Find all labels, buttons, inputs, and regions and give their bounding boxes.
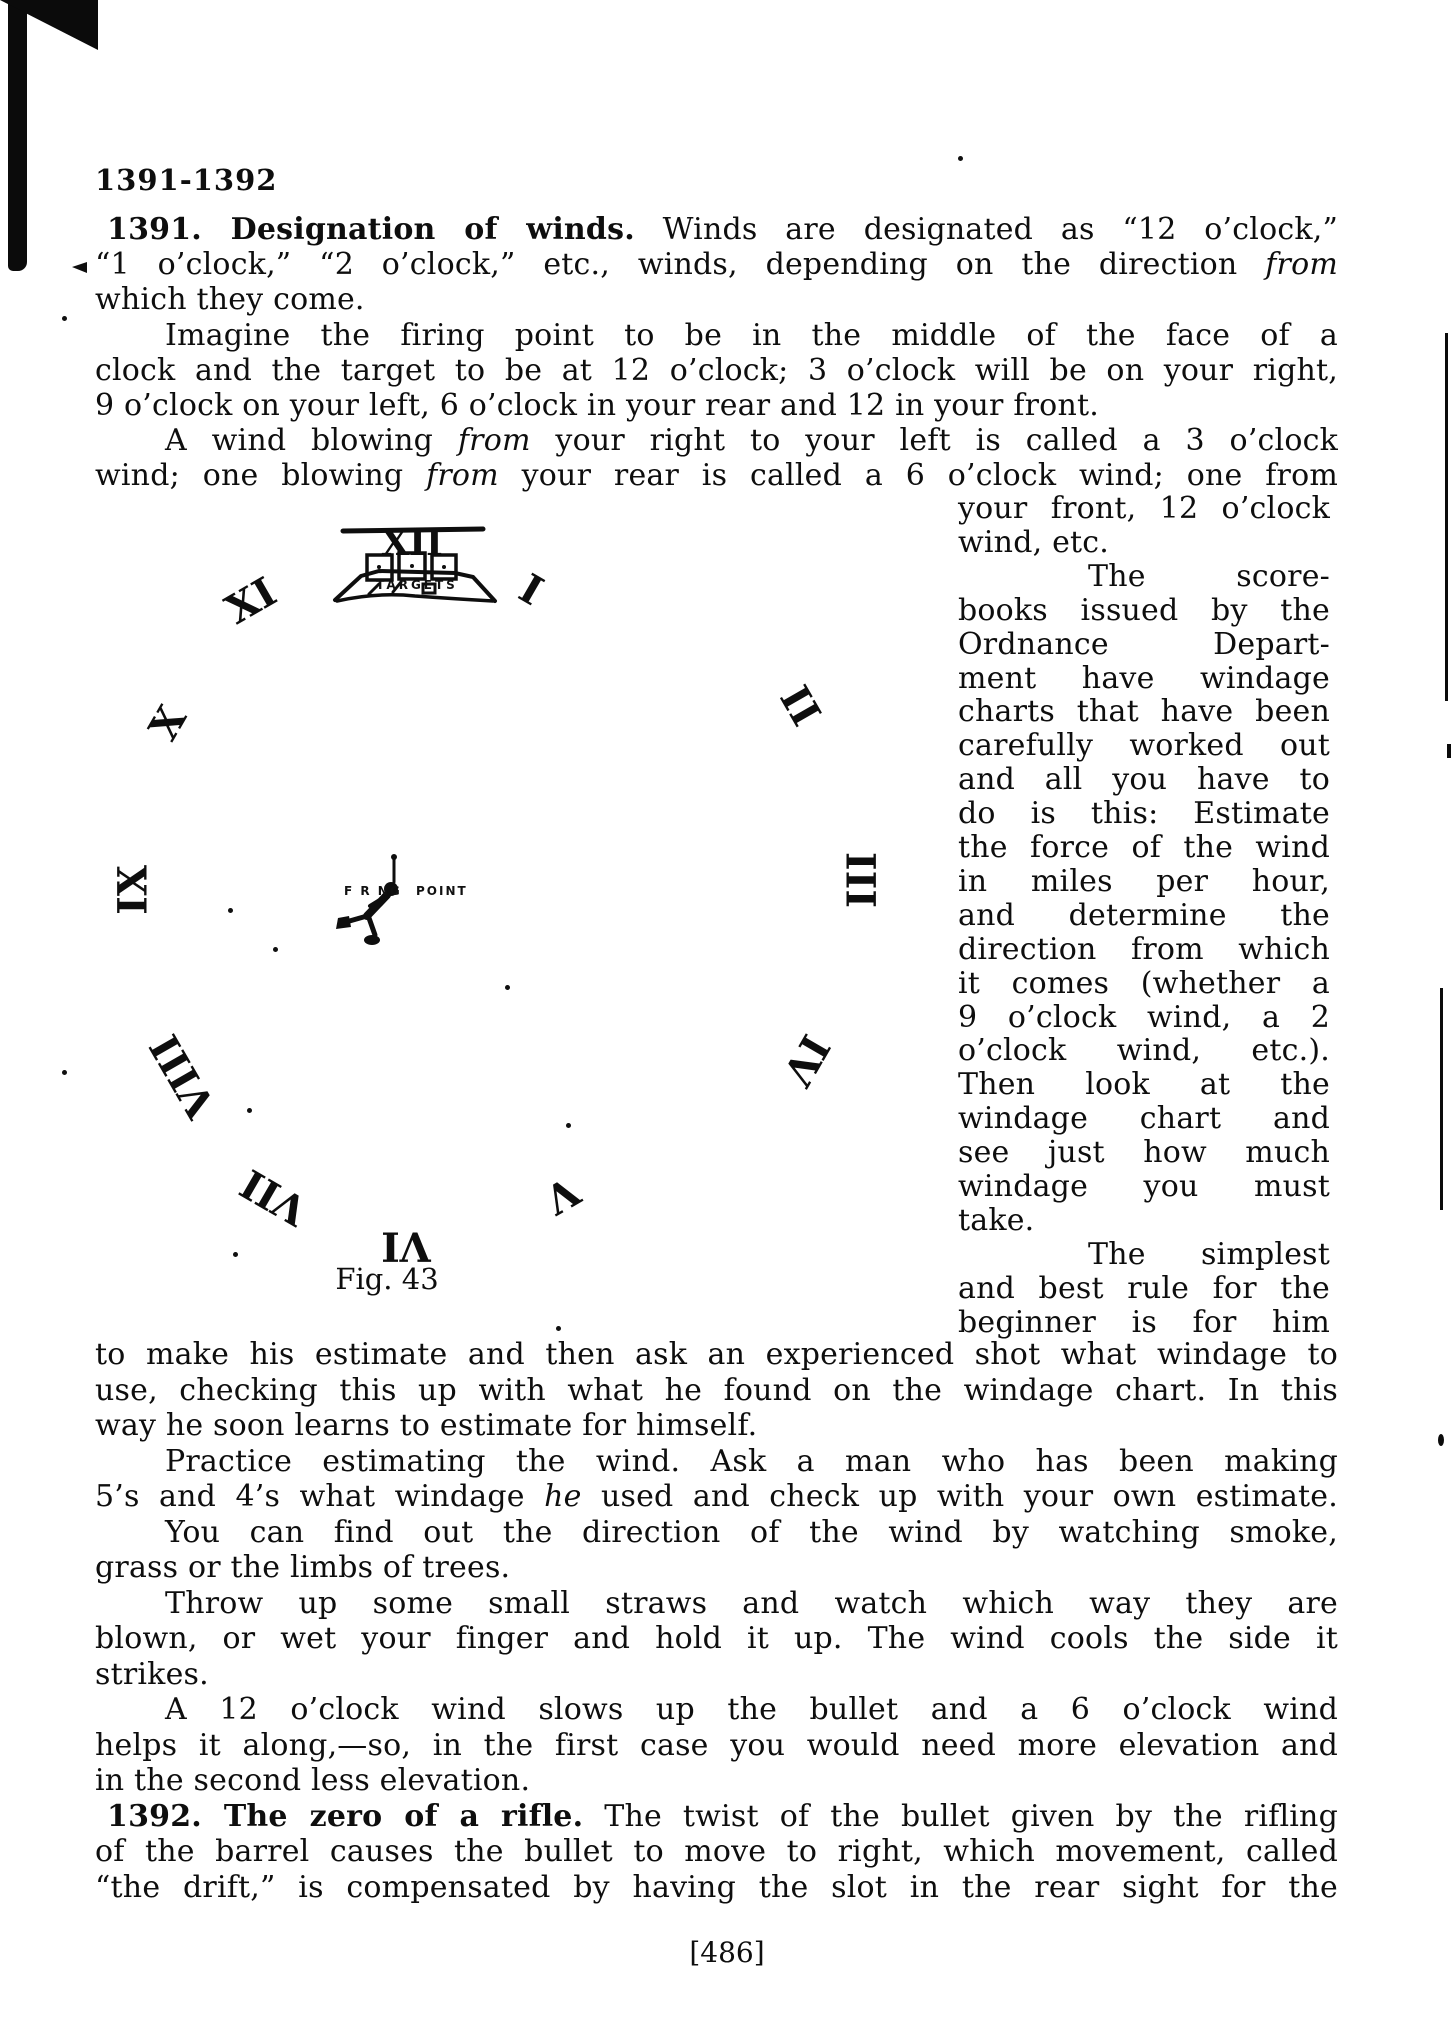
- text-line: clock and the target to be at 12 o’clock; 3 o’clock will be on your right,: [95, 353, 1338, 388]
- text-line: and determine the: [958, 898, 1330, 933]
- text-line: and best rule for the: [958, 1271, 1330, 1306]
- ink-speck: [505, 985, 510, 990]
- ink-speck: [247, 1108, 252, 1113]
- text-line: 9 o’clock on your left, 6 o’clock in your rear and 12 in your front.: [95, 388, 1099, 423]
- text-line: of the barrel causes the bullet to move to right, which movement, called: [95, 1834, 1338, 1869]
- text-line: which they come.: [95, 282, 365, 317]
- text-line: “the drift,” is compensated by having the slot in the rear sight for the: [95, 1870, 1338, 1905]
- text-line: carefully worked out: [958, 728, 1330, 763]
- text-line: wind, etc.: [958, 525, 1110, 560]
- text-line: strikes.: [95, 1657, 209, 1692]
- text-line: o’clock wind, etc.).: [958, 1033, 1330, 1068]
- text-line: direction from which: [958, 932, 1330, 967]
- text-line: A wind blowing from your right to your left is called a 3 o’clock: [165, 423, 1338, 458]
- text-line: take.: [958, 1203, 1035, 1238]
- text-line: 5’s and 4’s what windage he used and check up with your own estimate.: [95, 1479, 1338, 1514]
- clock-numeral-ix: IX: [109, 865, 157, 915]
- clock-numeral-vi: VI: [381, 1222, 431, 1270]
- text-line: windage chart and: [958, 1101, 1330, 1136]
- text-line: in the second less elevation.: [95, 1763, 531, 1798]
- text-line: way he soon learns to estimate for himself.: [95, 1408, 758, 1443]
- text-line: the force of the wind: [958, 830, 1330, 865]
- text-line: You can find out the direction of the wind by watching smoke,: [165, 1515, 1338, 1550]
- clock-numeral-vii: VII: [232, 1159, 316, 1235]
- ink-speck: [62, 1070, 67, 1075]
- text-line: helps it along,—so, in the first case you would need more elevation and: [95, 1728, 1338, 1763]
- scan-artifact-edge-tick: [1438, 1434, 1444, 1446]
- text-line: beginner is for him: [958, 1305, 1330, 1340]
- text-line: Imagine the firing point to be in the middle of the face of a: [165, 318, 1338, 353]
- targets-label: TARGETS: [376, 578, 458, 592]
- clock-numeral-iv: IV: [773, 1026, 839, 1094]
- text-line: your front, 12 o’clock: [958, 491, 1330, 526]
- clock-numeral-xii: XII: [381, 522, 443, 564]
- print-artifact-mark: [72, 262, 87, 273]
- text-line: and all you have to: [958, 762, 1330, 797]
- text-line: books issued by the: [958, 593, 1330, 628]
- ink-speck: [273, 947, 278, 952]
- scan-artifact-edge-line: [1440, 988, 1443, 1210]
- scan-artifact-edge-line: [1445, 333, 1448, 701]
- text-line: use, checking this up with what he found on the windage chart. In this: [95, 1373, 1338, 1408]
- clock-numeral-xi: XI: [217, 568, 285, 634]
- text-line: windage you must: [958, 1169, 1330, 1204]
- ink-speck: [958, 156, 963, 161]
- text-line: to make his estimate and then ask an experienced shot what windage to: [95, 1337, 1338, 1372]
- text-line: it comes (whether a: [958, 966, 1330, 1001]
- firing-point-illustration: [330, 850, 460, 950]
- clock-numeral-v: V: [536, 1166, 588, 1224]
- clock-numeral-i: I: [511, 564, 551, 616]
- text-line: wind; one blowing from your rear is called a 6 o’clock wind; one from: [95, 458, 1338, 493]
- text-line: Throw up some small straws and watch which way they are: [165, 1586, 1338, 1621]
- text-line: ment have windage: [958, 661, 1330, 696]
- text-line: blown, or wet your finger and hold it up. The wind cools the side it: [95, 1621, 1338, 1656]
- clock-numeral-ii: II: [770, 678, 830, 734]
- clock-numeral-iii: III: [836, 851, 884, 909]
- text-line: The score-: [1088, 559, 1330, 594]
- text-line: charts that have been: [958, 694, 1330, 729]
- figure-caption: Fig. 43: [335, 1262, 439, 1296]
- text-line: Then look at the: [958, 1067, 1330, 1102]
- scan-artifact-left-bar: [8, 0, 27, 271]
- ink-speck: [556, 1326, 561, 1331]
- text-line: The simplest: [1088, 1237, 1330, 1272]
- text-line: 9 o’clock wind, a 2: [958, 1000, 1330, 1035]
- clock-numeral-x: X: [139, 697, 197, 749]
- ink-speck: [228, 908, 233, 913]
- text-line: do is this: Estimate: [958, 796, 1330, 831]
- text-line: Ordnance Depart-: [958, 627, 1330, 662]
- text-line: A 12 o’clock wind slows up the bullet and a 6 o’clock wind: [165, 1692, 1338, 1727]
- text-line: “1 o’clock,” “2 o’clock,” etc., winds, depending on the direction from: [95, 247, 1338, 282]
- page-header-paragraph-range: 1391-1392: [95, 163, 278, 197]
- scan-artifact-edge-tick: [1447, 744, 1451, 758]
- clock-numeral-viii: VIII: [140, 1026, 226, 1126]
- ink-speck: [566, 1123, 571, 1128]
- text-line: 1392. The zero of a rifle. The twist of the bullet given by the rifling: [107, 1799, 1338, 1834]
- text-line: grass or the limbs of trees.: [95, 1550, 511, 1585]
- firing-point-label-right: POINT: [416, 884, 468, 898]
- text-line: Practice estimating the wind. Ask a man who has been making: [165, 1444, 1338, 1479]
- ink-speck: [62, 316, 67, 321]
- text-line: in miles per hour,: [958, 864, 1330, 899]
- text-line: 1391. Designation of winds. Winds are designated as “12 o’clock,”: [107, 212, 1339, 247]
- page-number: [486]: [689, 1936, 765, 1969]
- ink-speck: [233, 1252, 238, 1257]
- firing-point-label-left: F R NG: [344, 884, 402, 898]
- text-line: see just how much: [958, 1135, 1330, 1170]
